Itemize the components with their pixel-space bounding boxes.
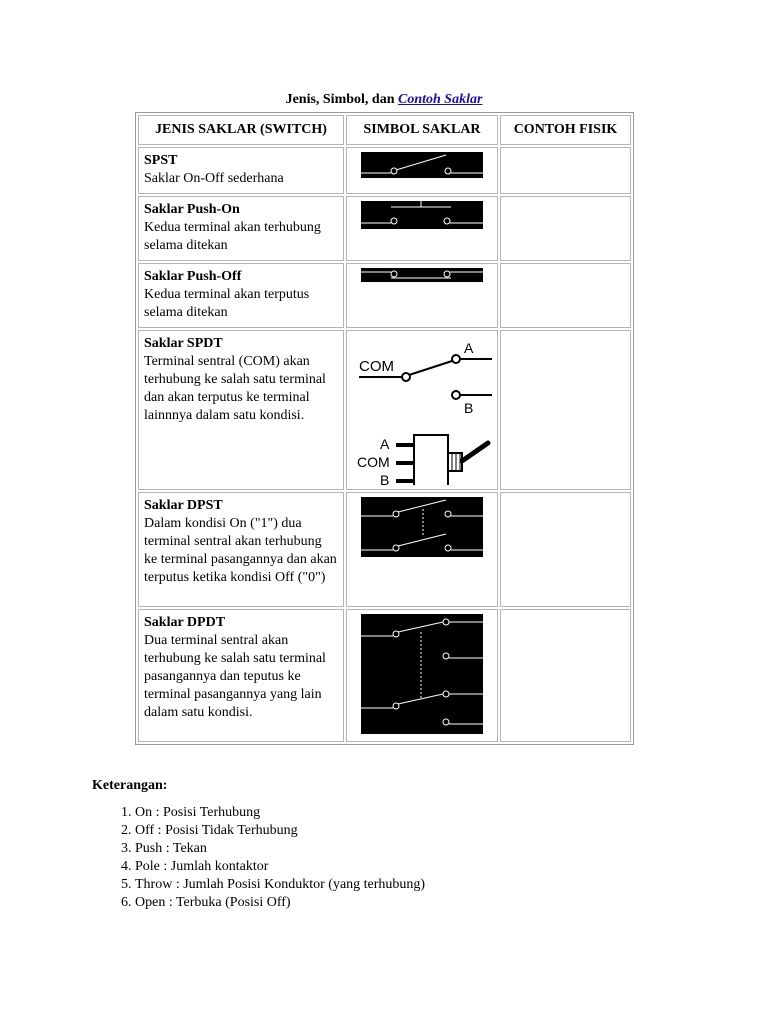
row-title: Saklar SPDT	[144, 336, 223, 351]
table-row	[138, 196, 631, 261]
contoh-fisik-cell	[500, 609, 631, 742]
push-on-symbol	[346, 196, 498, 261]
spst-symbol	[346, 147, 498, 194]
row-title: Saklar Push-On	[144, 202, 240, 217]
keterangan-list	[92, 804, 635, 912]
table-row	[138, 263, 631, 328]
table-row	[138, 147, 631, 194]
table-header-row	[138, 115, 631, 145]
table-caption	[0, 92, 768, 108]
table-row	[138, 330, 631, 490]
spdt-b-label-2: B	[380, 472, 390, 485]
contoh-fisik-cell	[500, 330, 631, 490]
list-item: 6. Open : Terbuka (Posisi Off)	[135, 894, 635, 912]
row-desc-spdt	[138, 330, 344, 490]
contoh-fisik-cell	[500, 147, 631, 194]
list-item: 1. On : Posisi Terhubung	[135, 804, 635, 822]
list-item: 2. Off : Posisi Tidak Terhubung	[135, 822, 635, 840]
row-desc: Kedua terminal akan terputus selama ditekan	[144, 287, 310, 320]
caption-text: Jenis, Simbol, dan	[285, 92, 398, 107]
push-off-symbol	[346, 263, 498, 328]
keterangan-title: Keterangan:	[92, 778, 168, 793]
list-item: 3. Push : Tekan	[135, 840, 635, 858]
header-simbol: SIMBOL SAKLAR	[346, 115, 498, 145]
row-desc-dpdt	[138, 609, 344, 742]
row-desc: Kedua terminal akan terhubung selama ditekan	[144, 220, 321, 253]
row-title: SPST	[144, 153, 178, 168]
row-desc: Dua terminal sentral akan terhubung ke salah satu terminal pasangannya dan teputus ke terminal pasangannya yang lain dalam satu kondisi.	[144, 633, 326, 720]
dpdt-symbol	[346, 609, 498, 742]
spdt-a-label: A	[464, 340, 474, 356]
contoh-fisik-cell	[500, 492, 631, 607]
caption-link[interactable]: Contoh Saklar	[398, 92, 483, 107]
list-item: 4. Pole : Jumlah kontaktor	[135, 858, 635, 876]
row-desc: Terminal sentral (COM) akan terhubung ke salah satu terminal dan akan terputus ke terminal lainnnya dalam satu kondisi.	[144, 354, 326, 423]
spdt-b-label: B	[464, 400, 474, 416]
spdt-a-label-2: A	[380, 436, 390, 452]
row-title: Saklar DPDT	[144, 615, 226, 630]
contoh-fisik-cell	[500, 196, 631, 261]
spdt-com-label: COM	[359, 358, 394, 375]
row-desc: Dalam kondisi On ("1") dua terminal sentral akan terhubung ke terminal pasangannya dan akan terputus ketika kondisi Off ("0")	[144, 516, 337, 585]
row-desc-spst	[138, 147, 344, 194]
row-title: Saklar DPST	[144, 498, 223, 513]
spdt-symbol	[346, 330, 498, 490]
row-desc: Saklar On-Off sederhana	[144, 171, 284, 186]
header-contoh: CONTOH FISIK	[500, 115, 631, 145]
table-row	[138, 609, 631, 742]
spdt-com-label-2: COM	[357, 454, 390, 470]
dpst-symbol	[346, 492, 498, 607]
list-item: 5. Throw : Jumlah Posisi Konduktor (yang terhubung)	[135, 876, 635, 894]
row-desc-push-off	[138, 263, 344, 328]
switch-table	[135, 112, 634, 745]
header-jenis: JENIS SAKLAR (SWITCH)	[138, 115, 344, 145]
contoh-fisik-cell	[500, 263, 631, 328]
row-desc-dpst	[138, 492, 344, 607]
table-row	[138, 492, 631, 607]
row-title: Saklar Push-Off	[144, 269, 242, 284]
row-desc-push-on	[138, 196, 344, 261]
